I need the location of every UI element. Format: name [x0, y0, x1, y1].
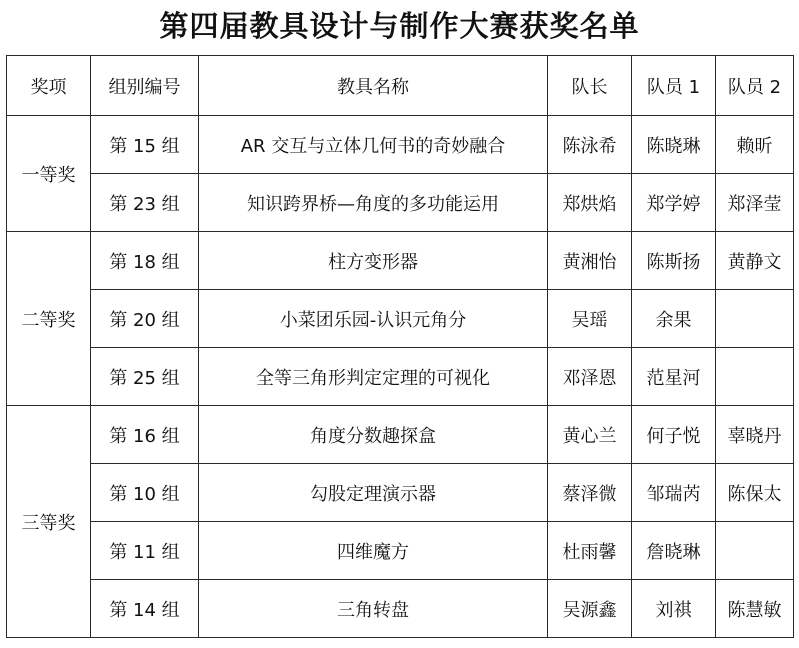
member1-cell: 何子悦 — [632, 406, 716, 464]
table-row — [7, 174, 794, 232]
header-tool-name: 教具名称 — [199, 56, 548, 116]
member1-cell: 邹瑞芮 — [632, 464, 716, 522]
table-row — [7, 464, 794, 522]
table-row — [7, 116, 794, 174]
member1-cell: 陈晓琳 — [632, 116, 716, 174]
captain-cell: 吴源鑫 — [548, 580, 632, 638]
group-cell: 第 18 组 — [91, 232, 199, 290]
awards-table — [6, 55, 794, 638]
table-row — [7, 348, 794, 406]
table-row — [7, 522, 794, 580]
tool-name-cell: 全等三角形判定定理的可视化 — [199, 348, 548, 406]
group-cell: 第 16 组 — [91, 406, 199, 464]
group-cell: 第 25 组 — [91, 348, 199, 406]
captain-cell: 黄心兰 — [548, 406, 632, 464]
member1-cell: 陈斯扬 — [632, 232, 716, 290]
table-row — [7, 290, 794, 348]
tool-name-cell: 三角转盘 — [199, 580, 548, 638]
group-cell: 第 10 组 — [91, 464, 199, 522]
member2-cell: 陈慧敏 — [716, 580, 794, 638]
tool-name-cell: 角度分数趣探盒 — [199, 406, 548, 464]
award-first-prize: 一等奖 — [7, 116, 91, 232]
tool-name-cell: 勾股定理演示器 — [199, 464, 548, 522]
header-captain: 队长 — [548, 56, 632, 116]
group-cell: 第 15 组 — [91, 116, 199, 174]
captain-cell: 陈泳希 — [548, 116, 632, 174]
member2-cell: 黄静文 — [716, 232, 794, 290]
captain-cell: 蔡泽微 — [548, 464, 632, 522]
captain-cell: 吴瑶 — [548, 290, 632, 348]
page-title: 第四届教具设计与制作大赛获奖名单 — [159, 9, 640, 43]
member1-cell: 范星河 — [632, 348, 716, 406]
table-row — [7, 580, 794, 638]
member2-cell — [716, 348, 794, 406]
group-cell: 第 11 组 — [91, 522, 199, 580]
captain-cell: 黄湘怡 — [548, 232, 632, 290]
member2-cell: 陈保太 — [716, 464, 794, 522]
captain-cell: 邓泽恩 — [548, 348, 632, 406]
captain-cell: 杜雨馨 — [548, 522, 632, 580]
table-row — [7, 232, 794, 290]
header-member-1: 队员 1 — [632, 56, 716, 116]
header-member-2: 队员 2 — [716, 56, 794, 116]
header-row — [7, 56, 794, 116]
member2-cell: 辜晓丹 — [716, 406, 794, 464]
member1-cell: 詹晓琳 — [632, 522, 716, 580]
group-cell: 第 20 组 — [91, 290, 199, 348]
tool-name-cell: 四维魔方 — [199, 522, 548, 580]
member2-cell: 赖昕 — [716, 116, 794, 174]
member2-cell — [716, 290, 794, 348]
member1-cell: 郑学婷 — [632, 174, 716, 232]
member1-cell: 刘祺 — [632, 580, 716, 638]
tool-name-cell: 柱方变形器 — [199, 232, 548, 290]
tool-name-cell: AR 交互与立体几何书的奇妙融合 — [199, 116, 548, 174]
award-second-prize: 二等奖 — [7, 232, 91, 406]
header-group-no: 组别编号 — [91, 56, 199, 116]
award-third-prize: 三等奖 — [7, 406, 91, 638]
member2-cell: 郑泽莹 — [716, 174, 794, 232]
captain-cell: 郑烘焰 — [548, 174, 632, 232]
table-row — [7, 406, 794, 464]
group-cell: 第 14 组 — [91, 580, 199, 638]
tool-name-cell: 知识跨界桥—角度的多功能运用 — [199, 174, 548, 232]
header-award: 奖项 — [7, 56, 91, 116]
group-cell: 第 23 组 — [91, 174, 199, 232]
tool-name-cell: 小菜团乐园-认识元角分 — [199, 290, 548, 348]
member1-cell: 余果 — [632, 290, 716, 348]
member2-cell — [716, 522, 794, 580]
